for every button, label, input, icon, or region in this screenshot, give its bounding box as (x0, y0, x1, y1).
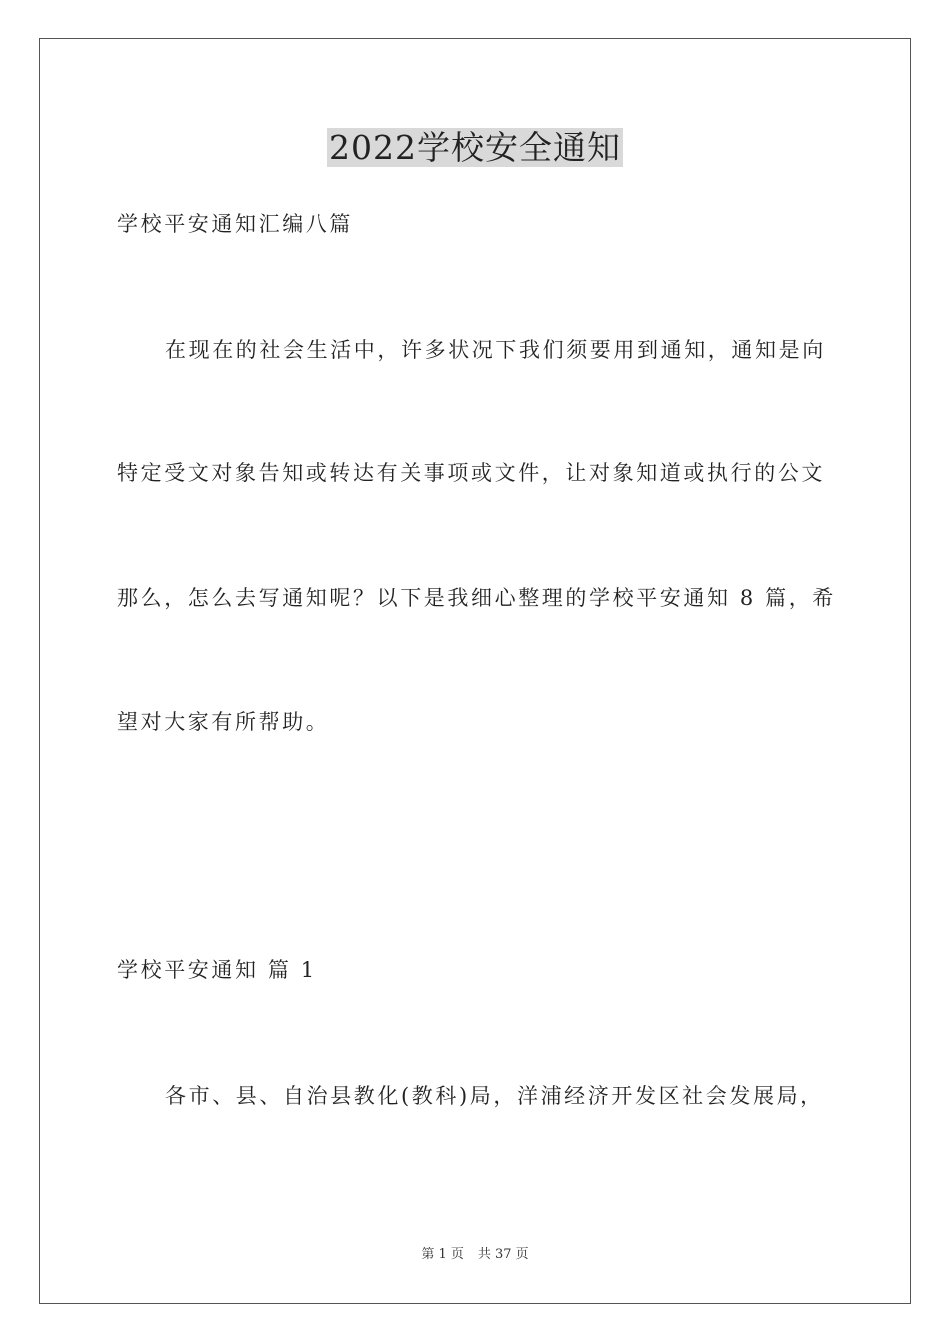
intro-line-3: 那么，怎么去写通知呢？以下是我细心整理的学校平安通知 8 篇，希 (117, 586, 836, 610)
intro-line-1: 在现在的社会生活中，许多状况下我们须要用到通知，通知是向 (165, 338, 826, 362)
page-footer (0, 1246, 950, 1264)
intro-line-2: 特定受文对象告知或转达有关事项或文件，让对象知道或执行的公文 (117, 461, 825, 485)
section-line-1: 各市、县、自治县教化(教科)局，洋浦经济开发区社会发展局， (165, 1084, 824, 1108)
page-number: 第 1 页 (421, 1247, 464, 1262)
document-subtitle: 学校平安通知汇编八篇 (117, 212, 353, 236)
page-total: 共 37 页 (477, 1247, 529, 1262)
section-heading: 学校平安通知 篇 1 (117, 958, 317, 982)
document-title-text: 2022学校安全通知 (329, 128, 621, 167)
document-title (0, 126, 950, 170)
intro-line-4: 望对大家有所帮助。 (117, 710, 330, 734)
